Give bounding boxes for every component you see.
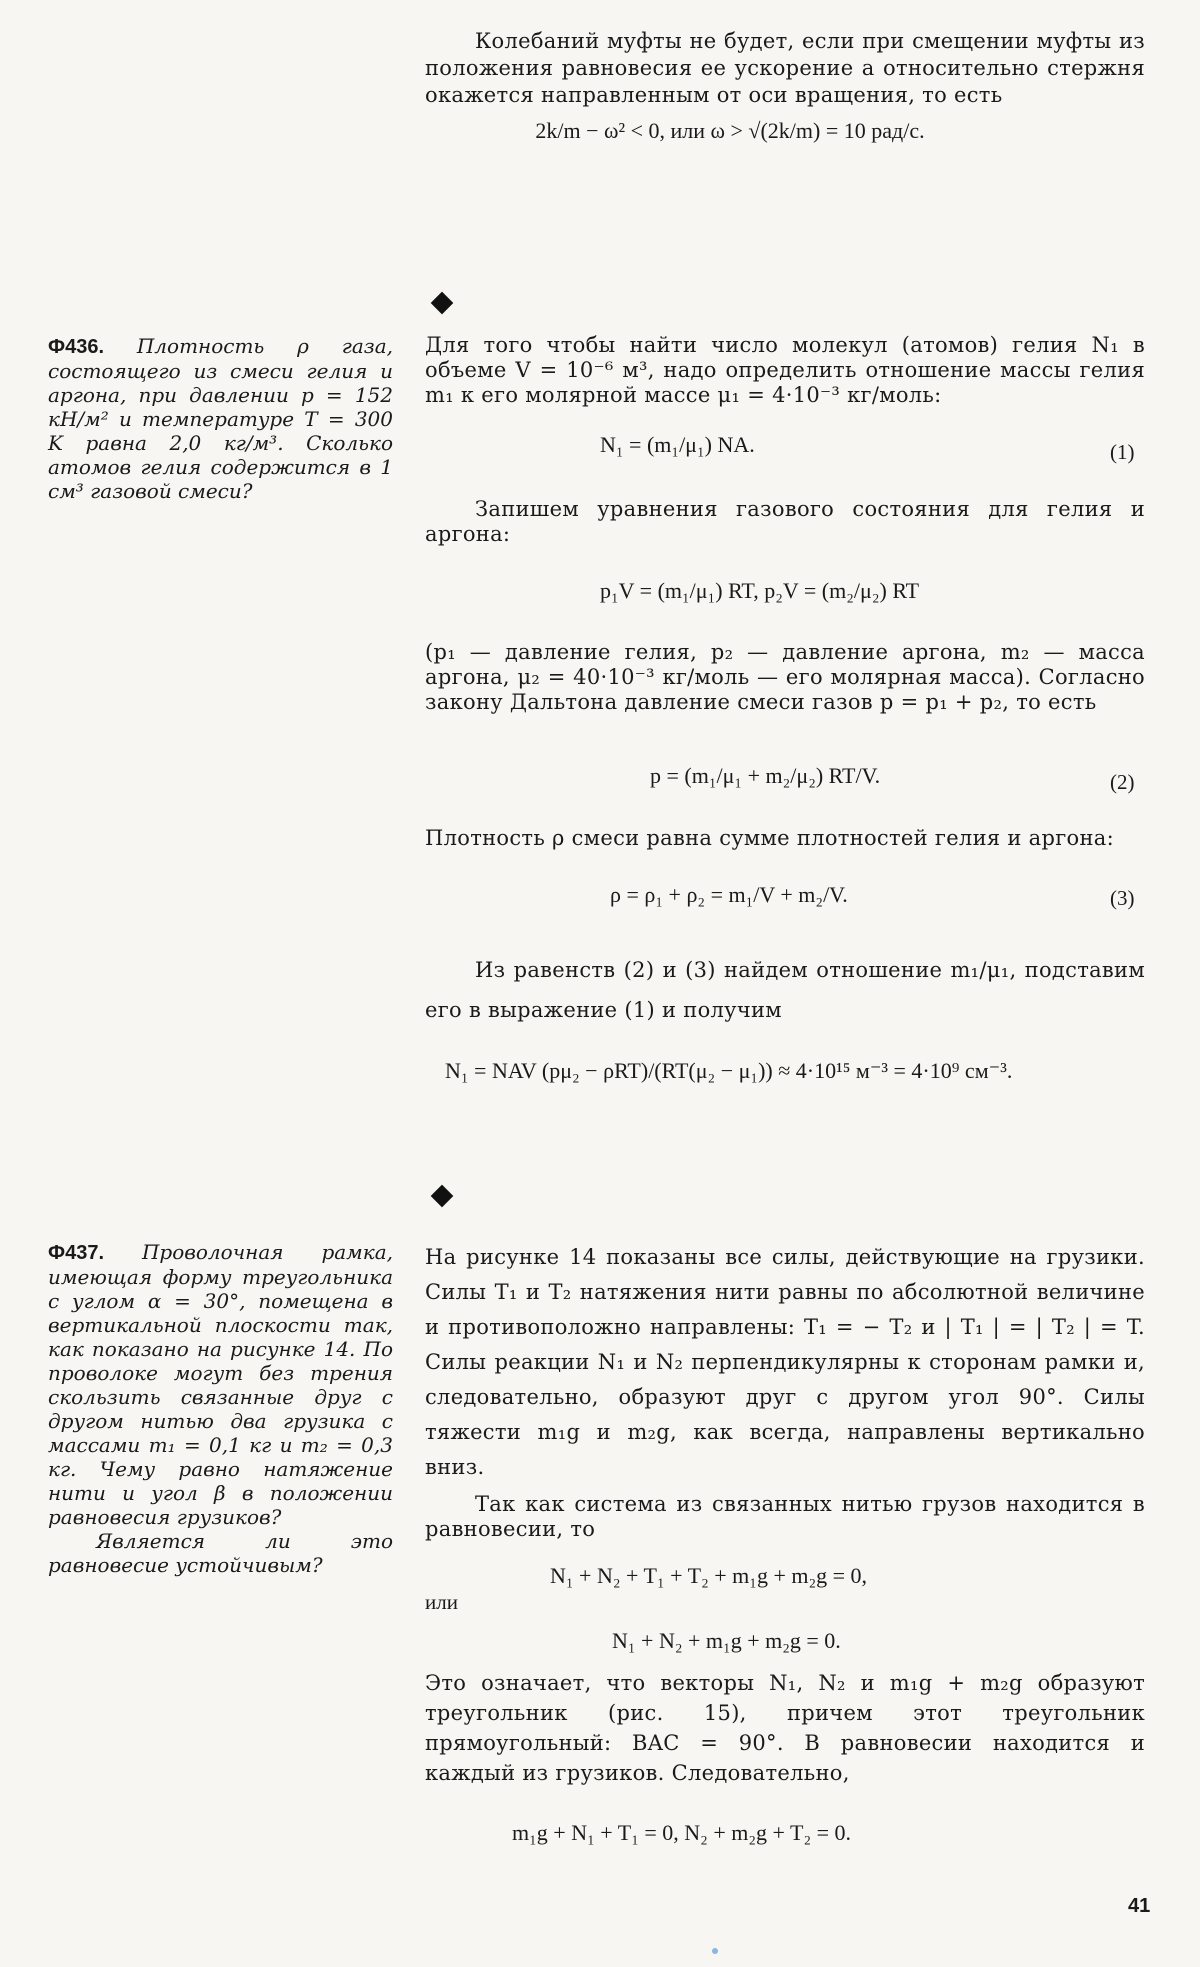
problem-437-statement — [48, 1240, 393, 1577]
p436-para5: Из равенств (2) и (3) найдем отношение m₁/μ₁, подставим его в выражение (1) и получим — [425, 958, 1145, 1022]
p436-para3-wrap — [425, 640, 1145, 715]
p437-eq-c: m₁g + N₁ + T₁ = 0, N₂ + m₂g + T₂ = 0. — [512, 1820, 852, 1845]
problem-436-text: Плотность ρ газа, состоящего из смеси гелия и аргона, при давлении p = 152 кН/м² и температуре T = 300 K равна 2,0 кг/м³. Сколько атомов гелия содержится в 1 см³ газовой смеси? — [48, 334, 393, 503]
p437-eq-a: N₁ + N₂ + T₁ + T₂ + m₁g + m₂g = 0, — [550, 1563, 868, 1588]
p436-para5-wrap — [425, 950, 1145, 1030]
problem-437-label: Ф437. — [48, 1242, 104, 1264]
p437-para2-wrap — [425, 1492, 1145, 1542]
p436-eq2-num: (2) — [1110, 770, 1135, 794]
section-diamond-icon-2 — [431, 1185, 454, 1208]
p436-eq-state: p₁V = (m₁/μ₁) RT, p₂V = (m₂/μ₂) RT — [600, 578, 920, 603]
problem-436-label: Ф436. — [48, 336, 104, 358]
p436-eq1: N₁ = (m₁/μ₁) NA. — [600, 432, 755, 457]
p436-para2-wrap — [425, 497, 1145, 547]
p436-para3: (p₁ — давление гелия, p₂ — давление аргона, m₂ — масса аргона, μ₂ = 40·10⁻³ кг/моль — его молярная масса). Согласно закону Дальтона давление смеси газов p = p₁ + p₂, то есть — [425, 640, 1145, 714]
top-formula: 2k/m − ω² < 0, или ω > √(2k/m) = 10 рад/с. — [535, 118, 925, 143]
problem-437-text: Проволочная рамка, имеющая форму треугольника с углом α = 30°, помещена в вертикальной плоскости так, как показано на рисунке 14. По проволоке могут без трения скользить связанные друг с другом нитью два грузика с массами m₁ = 0,1 кг и m₂ = 0,3 кг. Чему равно натяжение нити и угол β в положении равновесия грузиков? — [48, 1240, 393, 1529]
p436-para4: Плотность ρ смеси равна сумме плотностей гелия и аргона: — [425, 826, 1114, 850]
top-section — [425, 28, 1145, 109]
p437-or: или — [425, 1590, 458, 1614]
p437-para2: Так как система из связанных нитью грузов находится в равновесии, то — [425, 1492, 1145, 1541]
p437-para3-wrap — [425, 1668, 1145, 1788]
p436-eq3-num: (3) — [1110, 886, 1135, 910]
problem-437-solution — [425, 1240, 1145, 1485]
problem-436-statement — [48, 334, 393, 503]
page-number: 41 — [1128, 1895, 1151, 1917]
scan-mark — [712, 1948, 718, 1954]
problem-437-text2: Является ли это равновесие устойчивым? — [48, 1529, 393, 1577]
p436-eq1-num: (1) — [1110, 440, 1135, 464]
problem-436-solution — [425, 333, 1145, 408]
p436-para1: Для того чтобы найти число молекул (атомов) гелия N₁ в объеме V = 10⁻⁶ м³, надо определить отношение массы гелия m₁ к его молярной массе μ₁ = 4·10⁻³ кг/моль: — [425, 333, 1145, 407]
section-diamond-icon — [431, 292, 454, 315]
p436-eq3: ρ = ρ₁ + ρ₂ = m₁/V + m₂/V. — [610, 882, 848, 907]
p436-para4-wrap — [425, 826, 1145, 851]
p437-para3: Это означает, что векторы N₁, N₂ и m₁g + m₂g образуют треугольник (рис. 15), причем этот треугольник прямоугольный: BAC = 90°. В равновесии находится и каждый из грузиков. Следовательно, — [425, 1671, 1145, 1785]
p437-para1: На рисунке 14 показаны все силы, действующие на грузики. Силы T₁ и T₂ натяжения нити равны по абсолютной величине и противоположно направлены: T₁ = − T₂ и | T₁ | = | T₂ | = T. Силы реакции N₁ и N₂ перпендикулярны к сторонам рамки и, следовательно, образуют друг с другом угол 90°. Силы тяжести m₁g и m₂g, как всегда, направлены вертикально вниз. — [425, 1245, 1145, 1479]
p436-para2: Запишем уравнения газового состояния для гелия и аргона: — [425, 497, 1145, 546]
p437-eq-b: N₁ + N₂ + m₁g + m₂g = 0. — [612, 1628, 841, 1653]
p436-eq2: p = (m₁/μ₁ + m₂/μ₂) RT/V. — [650, 763, 881, 788]
top-paragraph: Колебаний муфты не будет, если при смещении муфты из положения равновесия ее ускорение a относительно стержня окажется направленным от оси вращения, то есть — [425, 29, 1145, 107]
p436-eq-final: N₁ = NAV (pμ₂ − ρRT)/(RT(μ₂ − μ₁)) ≈ 4·10¹⁵ м⁻³ = 4·10⁹ см⁻³. — [445, 1058, 1013, 1083]
